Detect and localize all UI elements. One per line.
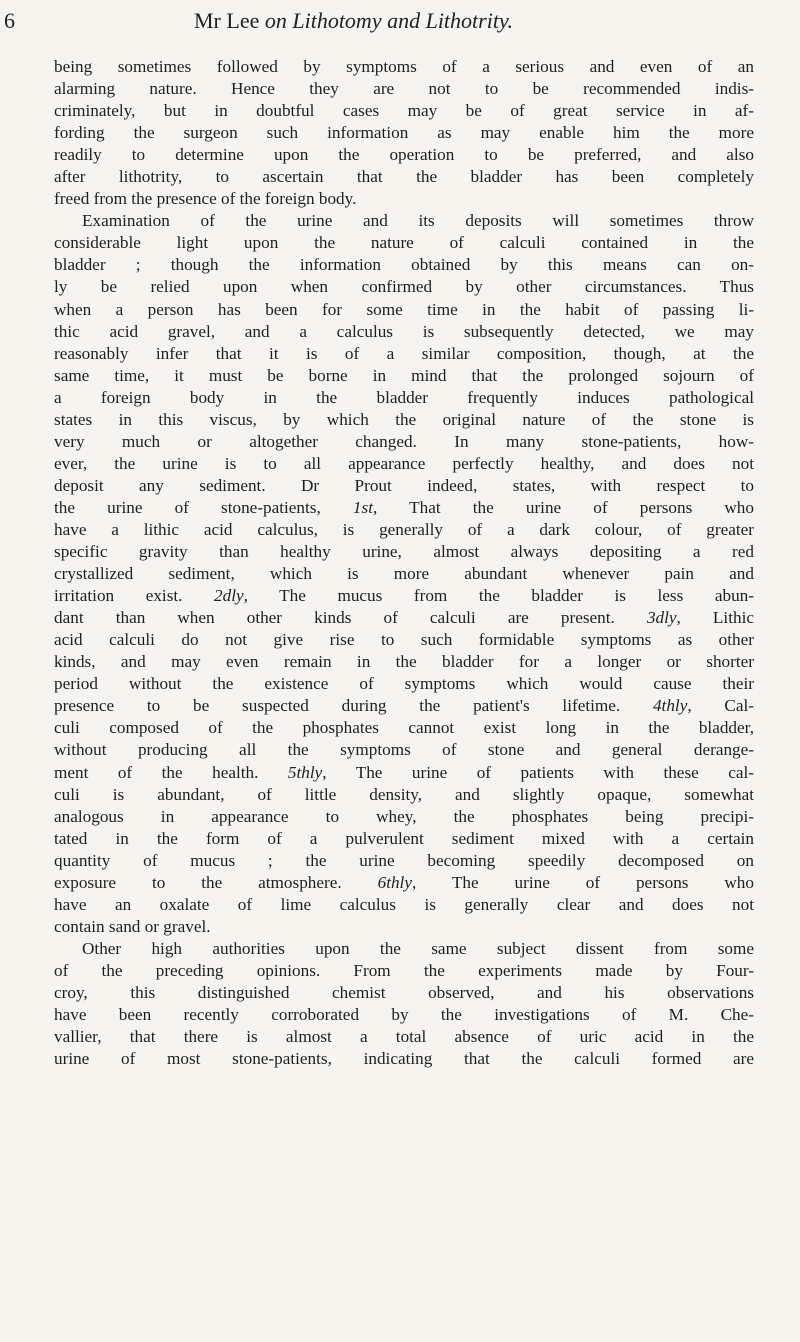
text-segment: dant than when other kinds of calculi are present. <box>54 608 647 628</box>
text-line: quantity of mucus ; the urine becoming speedily decomposed on <box>54 850 754 870</box>
text-line: same time, it must be borne in mind that the prolonged sojourn of <box>54 365 754 385</box>
page-number: 6 <box>4 8 15 33</box>
running-head <box>0 6 800 36</box>
header-book-title: Lithotomy and Lithotrity. <box>292 8 513 33</box>
text-line: thic acid gravel, and a calculus is subsequently detected, we may <box>54 321 754 341</box>
text-line <box>54 695 754 717</box>
enumeration-marker-4thly: 4thly <box>652 696 688 716</box>
text-line: bladder ; though the information obtained by this means can on- <box>54 255 754 275</box>
enumeration-marker-2dly: 2dly <box>214 586 244 606</box>
text-segment: , The mucus from the bladder is less abun- <box>243 586 754 606</box>
text-line: have been recently corroborated by the investigations of M. Che- <box>54 1005 754 1025</box>
enumeration-marker-1st: 1st <box>352 497 373 517</box>
paragraph-start-line: Other high authorities upon the same subject dissent from some <box>82 938 754 958</box>
text-line: period without the existence of symptoms which would cause their <box>54 674 754 694</box>
text-line: being sometimes followed by symptoms of a serious and even of an <box>54 57 754 76</box>
text-line: deposit any sediment. Dr Prout indeed, states, with respect to <box>54 475 754 495</box>
enumeration-marker-5thly: 5thly <box>287 762 323 782</box>
text-line <box>54 762 754 784</box>
text-line: analogous in appearance to whey, the phosphates being precipi- <box>54 806 754 826</box>
text-line: freed from the presence of the foreign body. <box>54 189 357 209</box>
text-line: ly be relied upon when confirmed by other circumstances. Thus <box>54 277 754 297</box>
header-author: Mr Lee <box>194 8 260 33</box>
text-line: croy, this distinguished chemist observed, and his observations <box>54 982 754 1002</box>
text-line: vallier, that there is almost a total absence of uric acid in the <box>54 1027 754 1047</box>
text-segment: , Lithic <box>676 608 754 628</box>
text-line: acid calculi do not give rise to such formidable symptoms as other <box>54 630 754 650</box>
text-segment: the urine of stone-patients, <box>54 497 353 517</box>
text-line: culi composed of the phosphates cannot exist long in the bladder, <box>54 718 754 738</box>
text-line: kinds, and may even remain in the bladder for a longer or shorter <box>54 652 754 672</box>
text-line: readily to determine upon the operation to be preferred, and also <box>54 145 754 165</box>
text-line: urine of most stone-patients, indicating that the calculi formed are <box>54 1049 754 1069</box>
text-segment: irritation exist. <box>54 586 215 606</box>
text-line: contain sand or gravel. <box>54 916 211 936</box>
text-segment: ment of the health. <box>54 762 288 782</box>
text-line <box>54 872 754 894</box>
paragraph-start-line: Examination of the urine and its deposits will sometimes throw <box>82 211 754 231</box>
text-line: states in this viscus, by which the original nature of the stone is <box>54 409 754 429</box>
text-line: without producing all the symptoms of stone and general derange- <box>54 740 754 760</box>
text-line: culi is abundant, of little density, and slightly opaque, somewhat <box>54 784 754 804</box>
text-line: when a person has been for some time in the habit of passing li- <box>54 299 754 319</box>
text-line: a foreign body in the bladder frequently induces pathological <box>54 387 754 407</box>
body-text <box>54 56 754 1070</box>
enumeration-marker-3dly: 3dly <box>646 608 677 628</box>
text-line: considerable light upon the nature of calculi contained in the <box>54 233 754 253</box>
text-line: fording the surgeon such information as may enable him the more <box>54 123 754 143</box>
text-line <box>54 607 754 629</box>
header-title <box>194 6 513 36</box>
text-line: ever, the urine is to all appearance perfectly healthy, and does not <box>54 453 754 473</box>
text-line: criminately, but in doubtful cases may be of great service in af- <box>54 101 754 121</box>
text-line: of the preceding opinions. From the experiments made by Four- <box>54 960 754 980</box>
text-segment: , The urine of patients with these cal- <box>322 762 754 782</box>
text-segment: presence to be suspected during the patient's lifetime. <box>54 696 653 716</box>
text-segment: , The urine of persons who <box>411 872 754 892</box>
enumeration-marker-6thly: 6thly <box>377 872 412 892</box>
text-line: very much or altogether changed. In many stone-patients, how- <box>54 431 754 451</box>
text-line <box>54 585 754 607</box>
header-connector: on <box>264 8 287 33</box>
text-line: crystallized sediment, which is more abundant whenever pain and <box>54 564 754 584</box>
text-line: tated in the form of a pulverulent sediment mixed with a certain <box>54 828 754 848</box>
text-segment: , That the urine of persons who <box>372 497 754 517</box>
text-line: reasonably infer that it is of a similar composition, though, at the <box>54 343 754 363</box>
text-segment: , Cal- <box>687 696 754 716</box>
text-line <box>54 497 754 519</box>
text-line: have an oxalate of lime calculus is generally clear and does not <box>54 894 754 914</box>
text-line: have a lithic acid calculus, is generally of a dark colour, of greater <box>54 519 754 539</box>
text-line: after lithotrity, to ascertain that the bladder has been completely <box>54 167 754 187</box>
text-segment: exposure to the atmosphere. <box>54 872 378 892</box>
text-line: alarming nature. Hence they are not to be recommended indis- <box>54 79 754 99</box>
text-line: specific gravity than healthy urine, almost always depositing a red <box>54 542 754 562</box>
